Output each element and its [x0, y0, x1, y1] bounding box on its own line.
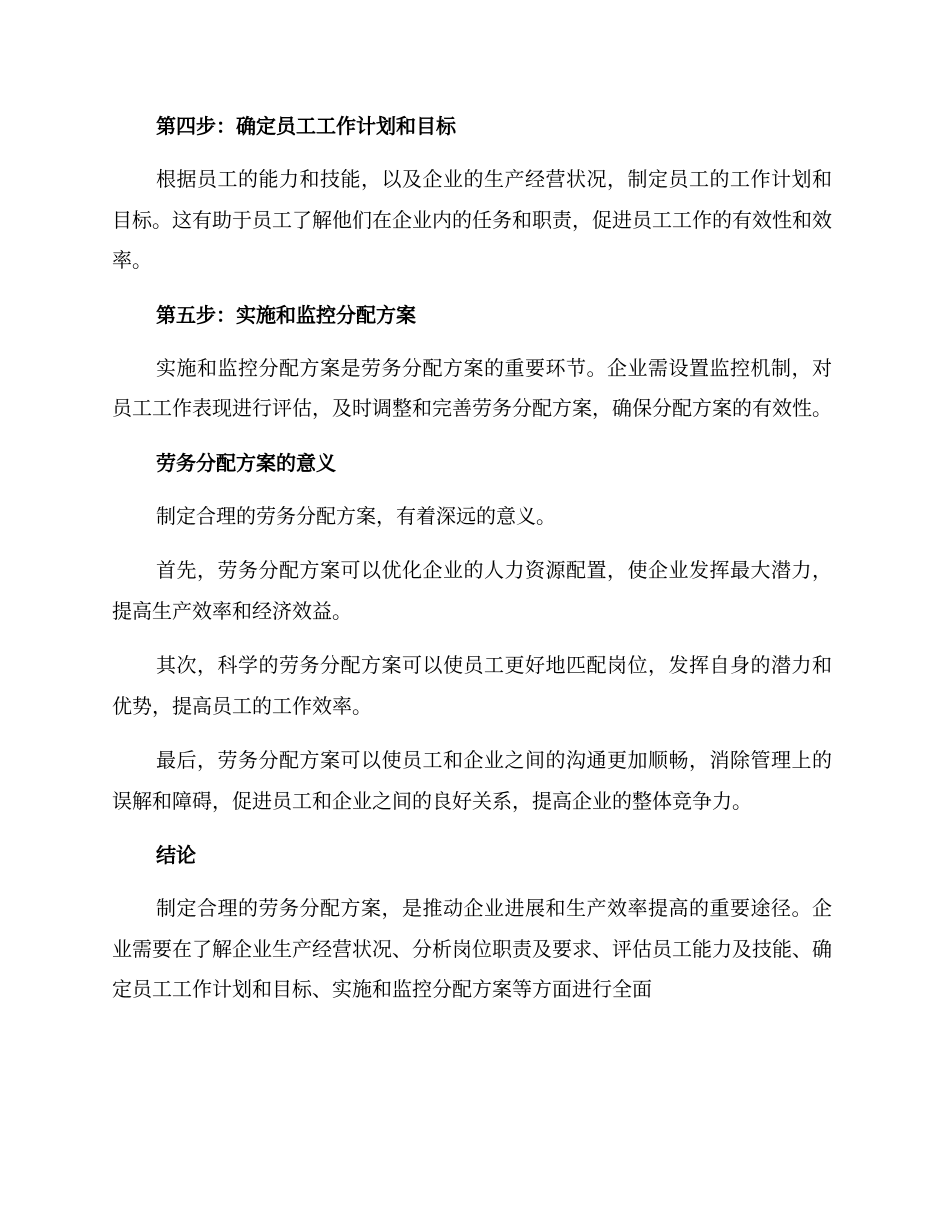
section-paragraph: 首先，劳务分配方案可以优化企业的人力资源配置，使企业发挥最大潜力，提高生产效率和经济效益。	[112, 558, 832, 623]
section-paragraph: 制定合理的劳务分配方案，是推动企业进展和生产效率提高的重要途径。企业需要在了解企业生产经营状况、分析岗位职责及要求、评估员工能力及技能、确定员工工作计划和目标、实施和监控分配方案等方面进行全面	[112, 896, 832, 1001]
section-heading-step-4: 第四步：确定员工工作计划和目标	[156, 114, 456, 138]
section-heading-significance: 劳务分配方案的意义	[156, 450, 336, 475]
section-heading-step-5: 第五步：实施和监控分配方案	[156, 302, 416, 327]
section-paragraph: 其次，科学的劳务分配方案可以使员工更好地匹配岗位，发挥自身的潜力和优势，提高员工的工作效率。	[112, 653, 832, 718]
section-paragraph: 最后，劳务分配方案可以使员工和企业之间的沟通更加顺畅，消除管理上的误解和障碍，促进员工和企业之间的良好关系，提高企业的整体竞争力。	[112, 748, 832, 813]
section-paragraph: 实施和监控分配方案是劳务分配方案的重要环节。企业需设置监控机制，对员工工作表现进行评估，及时调整和完善劳务分配方案，确保分配方案的有效性。	[112, 355, 832, 420]
section-paragraph: 根据员工的能力和技能，以及企业的生产经营状况，制定员工的工作计划和目标。这有助于员工了解他们在企业内的任务和职责，促进员工工作的有效性和效率。	[112, 167, 832, 272]
section-paragraph: 制定合理的劳务分配方案，有着深远的意义。	[156, 503, 556, 528]
document-body	[112, 106, 832, 1024]
section-heading-conclusion: 结论	[156, 843, 196, 867]
